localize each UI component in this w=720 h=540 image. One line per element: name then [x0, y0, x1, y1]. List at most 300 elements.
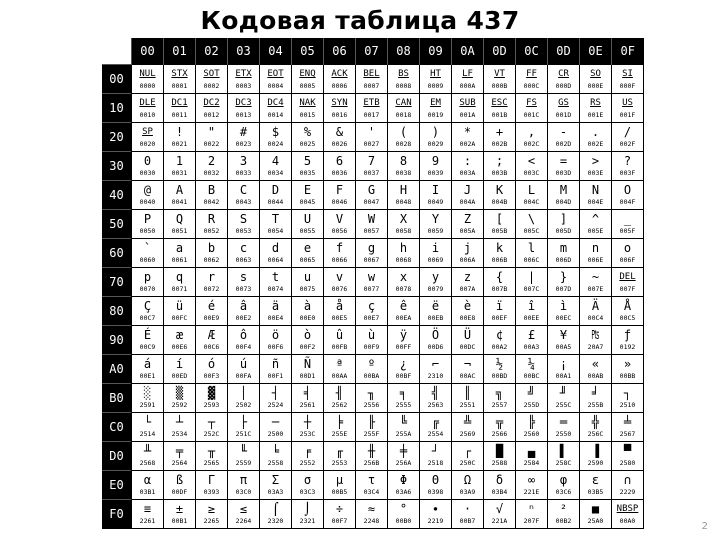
code-cell	[484, 181, 516, 210]
cell-glyph: J	[463, 183, 472, 197]
code-cell	[420, 210, 452, 239]
cell-glyph: ╓	[335, 444, 344, 458]
cell-unicode-code: 00FB	[331, 343, 348, 351]
cell-unicode-code: 0053	[235, 227, 252, 235]
cell-unicode-code: 0047	[363, 198, 380, 206]
cell-glyph: 1	[175, 154, 184, 168]
code-cell	[516, 123, 548, 152]
cell-unicode-code: 000A	[459, 82, 476, 90]
cell-glyph: ACK	[331, 69, 348, 79]
cell-glyph: Ñ	[303, 357, 312, 371]
code-cell	[420, 181, 452, 210]
cell-unicode-code: 0028	[395, 140, 412, 148]
cell-glyph: à	[303, 299, 312, 313]
cell-glyph: ¬	[463, 357, 472, 371]
cell-glyph: U	[303, 212, 312, 226]
cell-glyph: <	[527, 154, 536, 168]
cell-unicode-code: 2551	[459, 401, 476, 409]
cell-glyph: SUB	[459, 98, 476, 108]
cell-unicode-code: 003E	[587, 169, 604, 177]
code-cell	[548, 239, 580, 268]
code-cell	[260, 94, 292, 123]
cell-unicode-code: 0067	[363, 256, 380, 264]
cell-unicode-code: 00E6	[171, 343, 188, 351]
code-cell	[164, 239, 196, 268]
table-body	[102, 65, 644, 529]
cell-unicode-code: 00B5	[331, 488, 348, 496]
cell-glyph: ─	[271, 415, 280, 429]
cell-unicode-code: 00EC	[555, 314, 572, 322]
cell-unicode-code: 0031	[171, 169, 188, 177]
code-cell	[484, 152, 516, 181]
cell-unicode-code: 000D	[555, 82, 572, 90]
cell-unicode-code: 003F	[619, 169, 636, 177]
cell-glyph: H	[399, 183, 408, 197]
cell-glyph: ENQ	[299, 69, 316, 79]
cell-unicode-code: 00A5	[555, 343, 572, 351]
code-cell	[292, 442, 324, 471]
cell-glyph: ╪	[399, 444, 408, 458]
cell-glyph: +	[495, 125, 504, 139]
cell-unicode-code: 005F	[619, 227, 636, 235]
code-cell	[452, 268, 484, 297]
code-cell	[420, 123, 452, 152]
code-cell	[452, 500, 484, 529]
code-cell	[388, 384, 420, 413]
cell-unicode-code: 0063	[235, 256, 252, 264]
code-cell	[388, 210, 420, 239]
cell-glyph: o	[623, 241, 632, 255]
code-cell	[580, 152, 612, 181]
cell-unicode-code: 004A	[459, 198, 476, 206]
code-cell	[164, 355, 196, 384]
cell-unicode-code: 00EB	[427, 314, 444, 322]
cell-glyph: |	[527, 270, 536, 284]
cell-unicode-code: 0007	[363, 82, 380, 90]
cell-glyph: ├	[239, 415, 248, 429]
cell-unicode-code: 003C	[523, 169, 540, 177]
row-header: 50	[102, 210, 132, 239]
cell-unicode-code: 2554	[427, 430, 444, 438]
cell-glyph: b	[207, 241, 216, 255]
cell-glyph: SP	[142, 127, 153, 137]
code-cell	[580, 123, 612, 152]
cell-glyph: O	[623, 183, 632, 197]
cell-glyph: ê	[399, 299, 408, 313]
cell-unicode-code: 0074	[267, 285, 284, 293]
cell-glyph: /	[623, 125, 632, 139]
cell-glyph: «	[591, 357, 600, 371]
cell-unicode-code: 221A	[491, 517, 508, 525]
cell-glyph: ╗	[495, 386, 504, 400]
cell-glyph: DC2	[203, 98, 220, 108]
cell-glyph: ╬	[591, 415, 600, 429]
cell-unicode-code: 00C6	[203, 343, 220, 351]
cell-glyph: ñ	[271, 357, 280, 371]
cell-glyph: ö	[271, 328, 280, 342]
code-cell	[580, 297, 612, 326]
cell-unicode-code: 005B	[491, 227, 508, 235]
code-cell	[612, 297, 644, 326]
code-cell	[196, 65, 228, 94]
column-header: 0A	[452, 38, 484, 65]
table-row	[102, 181, 644, 210]
cell-unicode-code: 0040	[139, 198, 156, 206]
code-cell	[516, 471, 548, 500]
cell-unicode-code: 2591	[139, 401, 156, 409]
cell-unicode-code: 2524	[267, 401, 284, 409]
cell-glyph: ;	[495, 154, 504, 168]
cell-unicode-code: 000F	[619, 82, 636, 90]
code-cell	[164, 181, 196, 210]
code-cell	[292, 413, 324, 442]
cell-glyph: ε	[591, 473, 600, 487]
cell-unicode-code: 00A1	[555, 372, 572, 380]
code-cell	[132, 94, 164, 123]
code-cell	[516, 268, 548, 297]
column-header: 06	[324, 38, 356, 65]
code-cell	[260, 384, 292, 413]
cell-unicode-code: 0066	[331, 256, 348, 264]
cell-glyph: &	[335, 125, 344, 139]
cell-unicode-code: 0029	[427, 140, 444, 148]
cell-glyph: x	[399, 270, 408, 284]
cell-glyph: ≈	[367, 502, 376, 516]
cell-glyph: ½	[495, 357, 504, 371]
cell-glyph: 6	[335, 154, 344, 168]
cell-glyph: m	[559, 241, 568, 255]
cell-glyph: π	[239, 473, 248, 487]
code-cell	[228, 210, 260, 239]
cell-unicode-code: 0022	[203, 140, 220, 148]
cell-unicode-code: 03A9	[459, 488, 476, 496]
cell-unicode-code: 00FF	[395, 343, 412, 351]
cell-unicode-code: 0076	[331, 285, 348, 293]
cell-glyph: ⌡	[303, 502, 312, 516]
code-cell	[260, 123, 292, 152]
cell-unicode-code: 2321	[299, 517, 316, 525]
cell-unicode-code: 0009	[427, 82, 444, 90]
column-header: 00	[132, 38, 164, 65]
code-cell	[420, 94, 452, 123]
cell-glyph: '	[367, 125, 376, 139]
cell-unicode-code: 2584	[523, 459, 540, 467]
cell-glyph: ^	[591, 212, 600, 226]
code-cell	[324, 65, 356, 94]
code-cell	[452, 239, 484, 268]
code-cell	[484, 384, 516, 413]
code-cell	[548, 65, 580, 94]
code-cell	[324, 239, 356, 268]
cell-glyph: Æ	[207, 328, 216, 342]
code-cell	[388, 326, 420, 355]
code-cell	[356, 181, 388, 210]
table-row	[102, 123, 644, 152]
cell-glyph: i	[431, 241, 440, 255]
cell-unicode-code: 2590	[587, 459, 604, 467]
table-row	[102, 471, 644, 500]
cell-glyph: 4	[271, 154, 280, 168]
cell-glyph: ╟	[367, 415, 376, 429]
table-row	[102, 94, 644, 123]
cell-glyph: ETB	[363, 98, 380, 108]
code-cell	[324, 355, 356, 384]
code-cell	[292, 239, 324, 268]
code-cell	[612, 413, 644, 442]
cell-unicode-code: 006F	[619, 256, 636, 264]
column-header: 02	[196, 38, 228, 65]
cell-glyph: ¼	[527, 357, 536, 371]
cell-glyph: ╞	[335, 415, 344, 429]
cell-unicode-code: 0001	[171, 82, 188, 90]
code-cell	[580, 210, 612, 239]
cell-unicode-code: 00B7	[459, 517, 476, 525]
cell-glyph: _	[623, 212, 632, 226]
cell-glyph: FS	[526, 98, 537, 108]
code-cell	[132, 326, 164, 355]
code-cell	[452, 471, 484, 500]
code-cell	[548, 94, 580, 123]
cell-unicode-code: 00FC	[171, 314, 188, 322]
cell-glyph: ·	[463, 502, 472, 516]
cell-unicode-code: 253C	[299, 430, 316, 438]
cell-glyph: "	[207, 125, 216, 139]
cell-glyph: ≤	[239, 502, 248, 516]
code-cell	[484, 500, 516, 529]
cell-unicode-code: 006E	[587, 256, 604, 264]
code-cell	[324, 471, 356, 500]
code-cell	[356, 297, 388, 326]
cell-unicode-code: 2562	[331, 401, 348, 409]
code-cell	[292, 297, 324, 326]
cell-unicode-code: 00E2	[235, 314, 252, 322]
cell-glyph: ┘	[431, 444, 440, 458]
cell-glyph: ▌	[559, 444, 568, 458]
cell-unicode-code: 0013	[235, 111, 252, 119]
code-cell	[580, 442, 612, 471]
cell-unicode-code: 0070	[139, 285, 156, 293]
column-header: 04	[260, 38, 292, 65]
cell-unicode-code: 00EA	[395, 314, 412, 322]
cell-glyph: !	[175, 125, 184, 139]
cell-glyph: w	[367, 270, 376, 284]
code-cell	[548, 500, 580, 529]
cell-unicode-code: 00A0	[619, 517, 636, 525]
cell-glyph: W	[367, 212, 376, 226]
code-cell	[196, 94, 228, 123]
cell-unicode-code: 00BA	[363, 372, 380, 380]
cell-glyph: Q	[175, 212, 184, 226]
cell-unicode-code: 221E	[523, 488, 540, 496]
code-cell	[452, 442, 484, 471]
cell-unicode-code: 2552	[299, 459, 316, 467]
row-header: 40	[102, 181, 132, 210]
code-cell	[164, 413, 196, 442]
code-cell	[484, 355, 516, 384]
cell-glyph: í	[175, 357, 184, 371]
cell-glyph: F	[335, 183, 344, 197]
cell-unicode-code: 2219	[427, 517, 444, 525]
cell-glyph: (	[399, 125, 408, 139]
code-cell	[260, 65, 292, 94]
cell-glyph: %	[303, 125, 312, 139]
cell-unicode-code: 252C	[203, 430, 220, 438]
code-cell	[292, 326, 324, 355]
cell-glyph: ¢	[495, 328, 504, 342]
cell-unicode-code: 2564	[171, 459, 188, 467]
cell-glyph: p	[143, 270, 152, 284]
cell-glyph: EOT	[267, 69, 284, 79]
code-cell	[580, 384, 612, 413]
cell-glyph: 9	[431, 154, 440, 168]
code-cell	[388, 181, 420, 210]
code-cell	[324, 326, 356, 355]
cell-unicode-code: 006B	[491, 256, 508, 264]
cell-unicode-code: 0023	[235, 140, 252, 148]
cell-unicode-code: 2563	[427, 401, 444, 409]
cell-unicode-code: 00E0	[299, 314, 316, 322]
cell-glyph: ETX	[235, 69, 252, 79]
cell-unicode-code: 255D	[523, 401, 540, 409]
code-cell	[548, 442, 580, 471]
cell-unicode-code: 0054	[267, 227, 284, 235]
cell-glyph: g	[367, 241, 376, 255]
cell-unicode-code: 03C3	[299, 488, 316, 496]
cell-glyph: ≥	[207, 502, 216, 516]
cell-glyph: É	[143, 328, 152, 342]
cell-glyph: â	[239, 299, 248, 313]
cell-unicode-code: 00EE	[523, 314, 540, 322]
cell-glyph: ┐	[623, 386, 632, 400]
cell-unicode-code: 2310	[427, 372, 444, 380]
cell-unicode-code: 0077	[363, 285, 380, 293]
cell-glyph: µ	[335, 473, 344, 487]
code-cell	[580, 471, 612, 500]
cell-unicode-code: 2593	[203, 401, 220, 409]
cell-glyph: 2	[207, 154, 216, 168]
code-cell	[612, 384, 644, 413]
code-cell	[388, 94, 420, 123]
code-cell	[388, 239, 420, 268]
cell-unicode-code: 2557	[491, 401, 508, 409]
cell-unicode-code: 2588	[491, 459, 508, 467]
cell-glyph: {	[495, 270, 504, 284]
cell-unicode-code: 0050	[139, 227, 156, 235]
cell-glyph: Å	[623, 299, 632, 313]
cell-glyph: j	[463, 241, 472, 255]
cell-glyph: C	[239, 183, 248, 197]
cell-glyph: Γ	[207, 473, 216, 487]
code-cell	[260, 326, 292, 355]
code-cell	[548, 471, 580, 500]
code-cell	[420, 65, 452, 94]
code-cell	[612, 152, 644, 181]
code-cell	[516, 442, 548, 471]
cell-glyph: u	[303, 270, 312, 284]
cell-unicode-code: 006D	[555, 256, 572, 264]
code-cell	[420, 239, 452, 268]
code-cell	[228, 65, 260, 94]
cell-unicode-code: 0072	[203, 285, 220, 293]
cell-glyph: ╙	[239, 444, 248, 458]
cell-unicode-code: 0019	[427, 111, 444, 119]
cell-unicode-code: 250C	[459, 459, 476, 467]
cell-glyph: SI	[622, 69, 633, 79]
code-cell	[292, 152, 324, 181]
cell-unicode-code: 00EF	[491, 314, 508, 322]
code-cell	[292, 268, 324, 297]
code-cell	[580, 500, 612, 529]
column-header: 0F	[612, 38, 644, 65]
code-cell	[356, 384, 388, 413]
cell-unicode-code: 2550	[555, 430, 572, 438]
cell-unicode-code: 03B1	[139, 488, 156, 496]
cell-glyph: ╫	[367, 444, 376, 458]
cell-unicode-code: 0017	[363, 111, 380, 119]
code-cell	[548, 384, 580, 413]
cell-glyph: φ	[559, 473, 568, 487]
table-row	[102, 355, 644, 384]
cell-unicode-code: 001A	[459, 111, 476, 119]
cell-unicode-code: 0192	[619, 343, 636, 351]
cell-glyph: DC3	[235, 98, 252, 108]
code-cell	[388, 355, 420, 384]
row-header: 70	[102, 268, 132, 297]
code-cell	[612, 471, 644, 500]
cell-glyph: °	[399, 502, 408, 516]
code-cell	[548, 210, 580, 239]
cell-unicode-code: 0044	[267, 198, 284, 206]
cell-glyph: VT	[494, 69, 505, 79]
cell-glyph: ?	[623, 154, 632, 168]
code-cell	[292, 471, 324, 500]
table-row	[102, 152, 644, 181]
cell-glyph: î	[527, 299, 536, 313]
cell-glyph: ï	[495, 299, 504, 313]
cell-unicode-code: 2561	[299, 401, 316, 409]
cell-unicode-code: 001C	[523, 111, 540, 119]
cell-unicode-code: 00F1	[267, 372, 284, 380]
cell-unicode-code: 00BF	[395, 372, 412, 380]
cell-glyph: ¡	[559, 357, 568, 371]
code-cell	[548, 355, 580, 384]
cell-unicode-code: 00BD	[491, 372, 508, 380]
code-cell	[196, 442, 228, 471]
cell-glyph: æ	[175, 328, 184, 342]
cell-glyph: }	[559, 270, 568, 284]
code-cell	[420, 268, 452, 297]
code-cell	[580, 326, 612, 355]
row-header: E0	[102, 471, 132, 500]
code-cell	[260, 239, 292, 268]
cell-unicode-code: 007D	[555, 285, 572, 293]
code-cell	[196, 123, 228, 152]
column-header: 01	[164, 38, 196, 65]
code-cell	[356, 65, 388, 94]
code-cell	[420, 471, 452, 500]
cell-glyph: e	[303, 241, 312, 255]
cell-glyph: ■	[591, 502, 600, 516]
cell-unicode-code: 0052	[203, 227, 220, 235]
cell-glyph: DC4	[267, 98, 284, 108]
code-cell	[388, 152, 420, 181]
cell-unicode-code: 255E	[331, 430, 348, 438]
code-cell	[484, 239, 516, 268]
code-cell	[420, 442, 452, 471]
cell-unicode-code: 004C	[523, 198, 540, 206]
cell-unicode-code: 255F	[363, 430, 380, 438]
cell-glyph: é	[207, 299, 216, 313]
